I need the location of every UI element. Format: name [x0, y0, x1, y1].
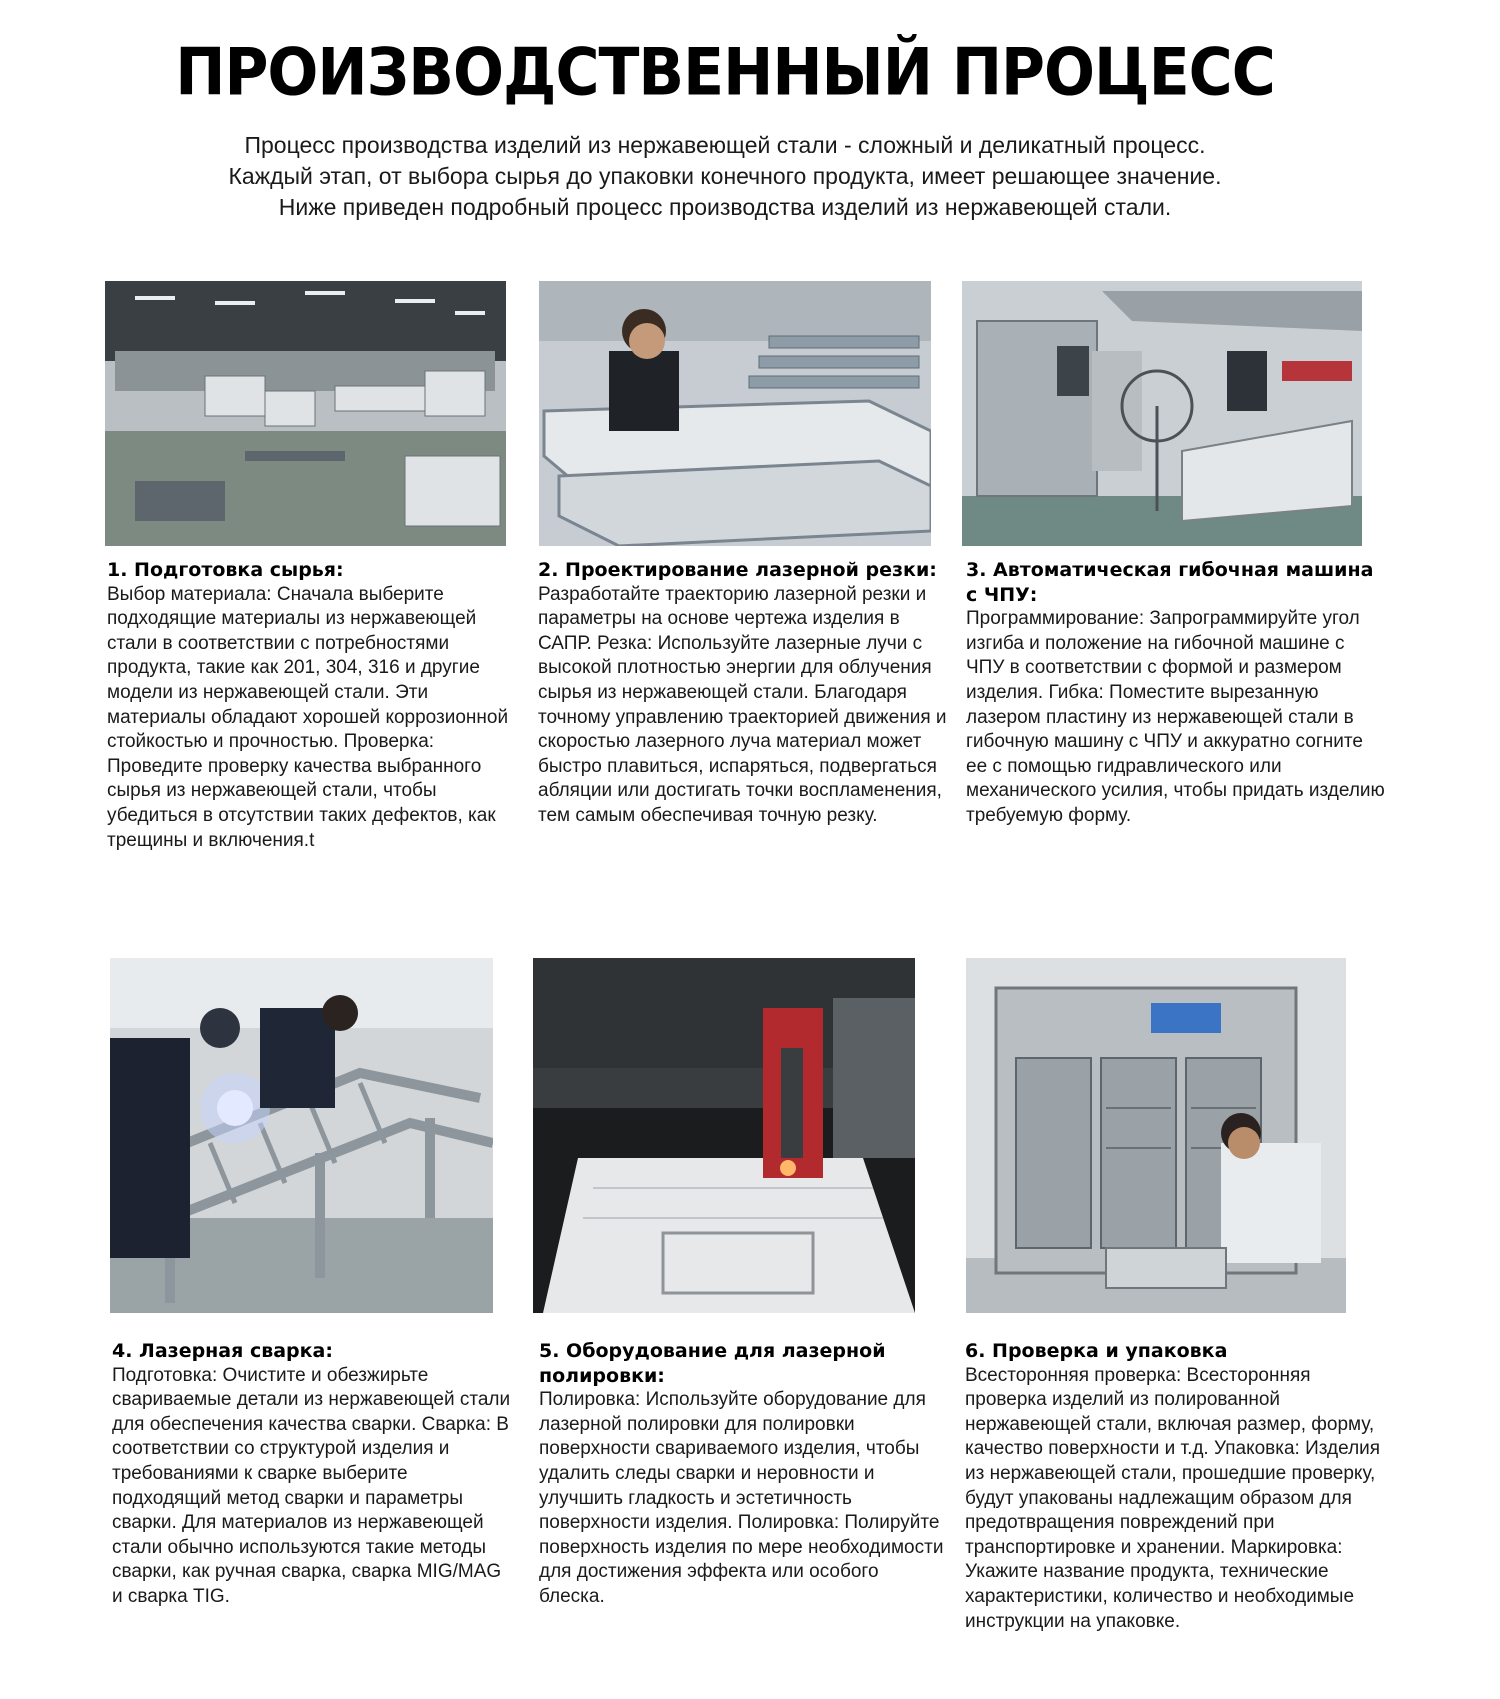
- step-6-caption: [965, 1339, 1385, 1634]
- laser-cutter-photo: [533, 958, 915, 1313]
- step-5-text: Полировка: Используйте оборудование для лазерной полировки для полировки поверхности свариваемого изделия, чтобы удалить следы сварки и неровности и улучшить гладкость и эстетичность поверхности изделия. Полировка: Полируйте поверхность изделия по мере необходимости для достижения эффекта или особого блеска.: [539, 1389, 944, 1607]
- factory-floor-photo: [105, 281, 506, 546]
- step-5-heading: 5. Оборудование для лазерной полировки:: [539, 1340, 886, 1387]
- step-1-caption: [107, 558, 517, 853]
- step-6-heading: 6. Проверка и упаковка: [965, 1340, 1228, 1362]
- step-4-text: Подготовка: Очистите и обезжирьте свариваемые детали из нержавеющей стали для обеспечения качества сварки. Сварка: В соответствии со структурой изделия и требованиями к сварке выберите подходящий метод сварки и параметры сварки. Для материалов из нержавеющей стали обычно используются такие методы сварки, как ручная сварка, сварка MIG/MAG и сварка TIG.: [112, 1364, 511, 1607]
- intro-paragraph: Процесс производства изделий из нержавеющей стали - сложный и деликатный процесс. Каждый этап, от выбора сырья до упаковки конечного продукта, имеет решающее значение. Ниже приведен подробный процесс производства изделий из нержавеющей стали.: [228, 132, 1222, 220]
- step-2-caption: [538, 558, 948, 829]
- welding-photo: [110, 958, 493, 1313]
- worker-with-sheets-photo: [539, 281, 931, 546]
- step-2-heading: 2. Проектирование лазерной резки:: [538, 559, 937, 581]
- step-4-caption: [112, 1339, 512, 1610]
- page-title: ПРОИЗВОДСТВЕННЫЙ ПРОЦЕСС: [175, 35, 1275, 111]
- step-3-heading: 3. Автоматическая гибочная машина с ЧПУ:: [966, 559, 1374, 606]
- step-2-text: Разработайте траекторию лазерной резки и параметры на основе чертежа изделия в САПР. Резка: Используйте лазерные лучи с высокой плотностью энергии для облучения сырья из нержавеющей стали. Благодаря точному управлению траекторией движения и скоростью лазерного луча материал может быстро плавиться, испаряться, подвергаться абляции или достигать точки воспламенения, тем самым обеспечивая точную резку.: [538, 583, 947, 826]
- step-1-heading: 1. Подготовка сырья:: [107, 559, 344, 581]
- step-3-text: Программирование: Запрограммируйте угол изгиба и положение на гибочной машине с ЧПУ в соответствии с формой и размером изделия. Гибка: Поместите вырезанную лазером пластину из нержавеющей стали в гибочную машину с ЧПУ и аккуратно согните ее с помощью гидравлического или механического усилия, чтобы придать изделию требуемую форму.: [966, 608, 1385, 826]
- step-4-heading: 4. Лазерная сварка:: [112, 1340, 333, 1362]
- step-3-caption: [966, 558, 1386, 829]
- inspection-photo: [966, 958, 1346, 1313]
- step-6-text: Всесторонняя проверка: Всесторонняя проверка изделий из полированной нержавеющей стали, включая размер, форму, качество поверхности и т.д. Упаковка: Изделия из нержавеющей стали, прошедшие проверку, будут упакованы надлежащим образом для предотвращения повреждений при транспортировке и хранении. Маркировка: Укажите название продукта, технические характеристики, количество и необходимые инструкции на упаковке.: [965, 1364, 1381, 1632]
- step-1-text: Выбор материала: Сначала выберите подходящие материалы из нержавеющей стали в соответствии с потребностями продукта, такие как 201, 304, 316 и другие модели из нержавеющей стали. Эти материалы обладают хорошей коррозионной стойкостью и прочностью. Проверка: Проведите проверку качества выбранного сырья из нержавеющей стали, чтобы убедиться в отсутствии таких дефектов, как трещины и включения.t: [107, 583, 509, 851]
- kitchen-equipment-photo: [962, 281, 1362, 546]
- step-5-caption: [539, 1339, 949, 1610]
